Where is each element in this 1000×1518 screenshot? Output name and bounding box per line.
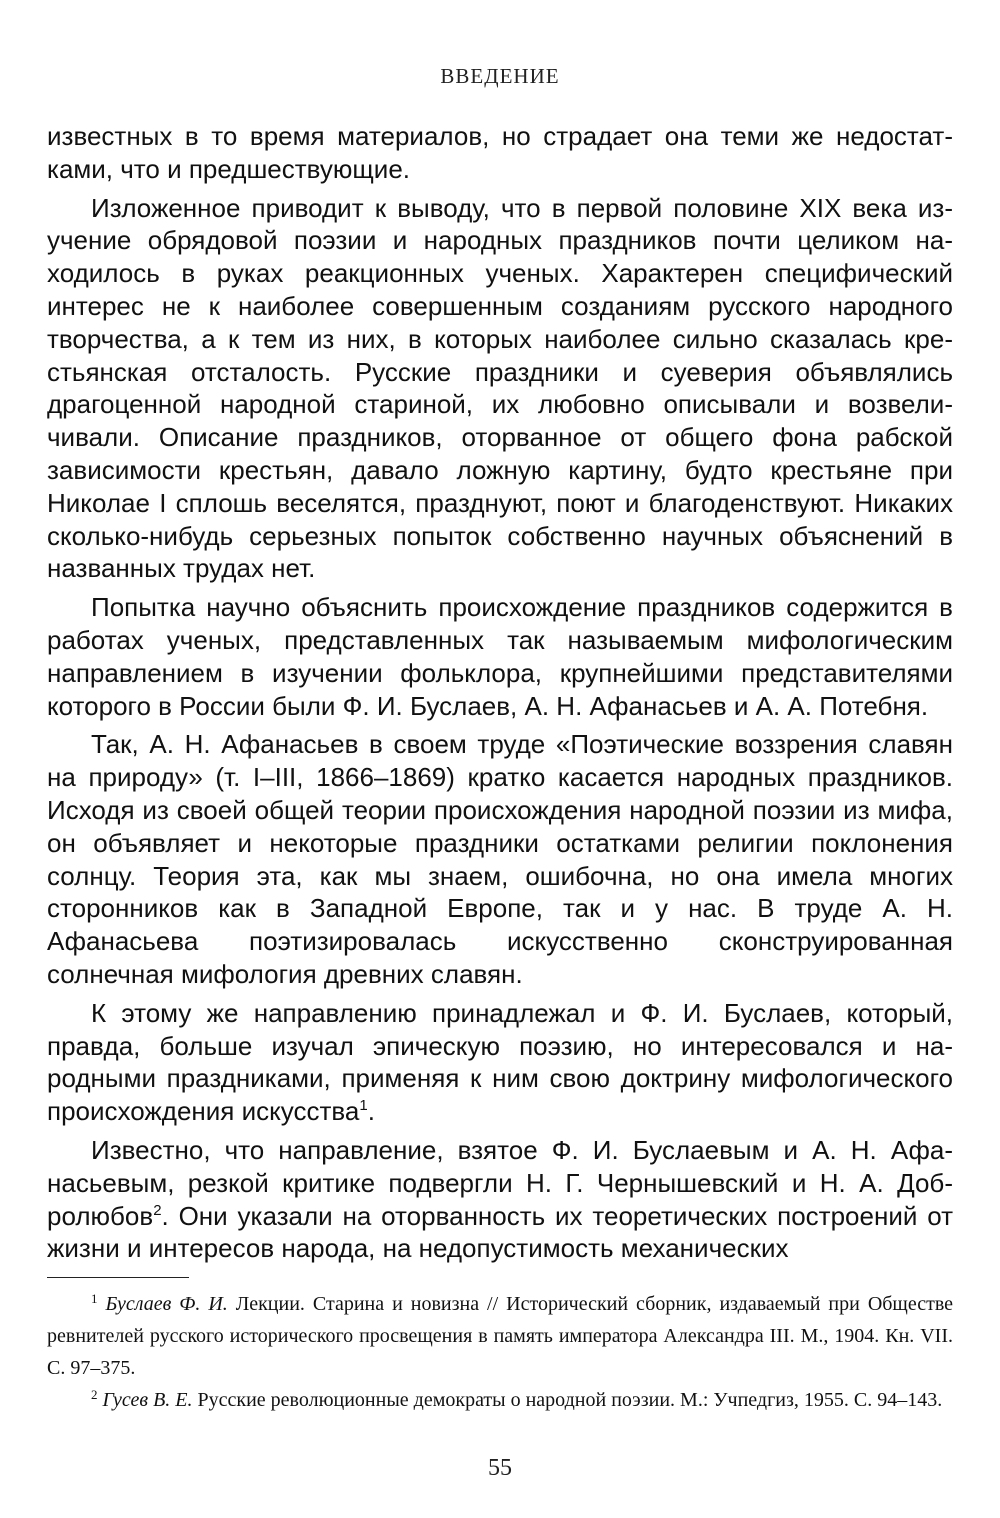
running-head: ВВЕДЕНИЕ <box>440 64 560 88</box>
paragraph-5-end: . <box>367 1096 375 1127</box>
page-number: 55 <box>488 1455 512 1481</box>
footnote-1-text: Лекции. Старина и новизна // Исторический сборник, издаваемый при Обществе ревнителей русского исторического просвещения в память императора Александра III. М., 1904. Кн. VII. С. 97–375. <box>47 1293 954 1379</box>
footnote-2-author: Гусев В. Е. <box>102 1389 193 1411</box>
footnote-ref-1: 1 <box>359 1097 368 1115</box>
paragraph-4: Так, А. Н. Афанасьев в своем труде «Поэтические воззрения славян на природу» (т. I–III, 1866–1869) кратко касается народных праздников. Исходя из своей общей теории происхождения народной поэзии из мифа, он объявляет и некоторые праздники остатками религии поклонения солнцу. Теория эта, как мы знаем, ошибочна, но она имела многих сторонников как в Западной Европе, так и у нас. В труде А. Н. Афанасьева поэтизировалась искусственно сконструированная солнечная мифология древних славян. <box>47 729 953 989</box>
footnote-ref-2: 2 <box>153 1201 162 1219</box>
paragraph-6-text: Известно, что направление, взятое Ф. И. Буслаевым и А. Н. Афанасьевым, резкой критике подвергли Н. Г. Чернышевский и Н. А. Добролюбов <box>47 1134 953 1231</box>
paragraph-2: Изложенное приводит к выводу, что в первой половине XIX века изучение обрядовой поэзии и народных праздников почти целиком находилось в руках реакционных ученых. Характерен специфический интерес не к наиболее совершенным созданиям русского народного творчества, а к тем из них, в которых наиболее сильно сказалась крестьянская отсталость. Русские праздники и суеверия объявлялись драгоценной народной стариной, их любовно описывали и возвеличивали. Описание праздников, оторванное от общего фона рабской зависимости крестьян, давало ложную картину, будто крестьяне при Николае I сплошь веселятся, празднуют, поют и благоденствуют. Никаких сколько-нибудь серьезных попыток собственно научных объяснений в названных трудах нет. <box>47 192 953 584</box>
paragraph-3: Попытка научно объяснить происхождение праздников содержится в работах ученых, представленных так называемым мифологическим направлением в изучении фольклора, крупнейшими представителями которого в России были Ф. И. Буслаев, А. Н. Афанасьев и А. А. Потебня. <box>47 592 953 721</box>
footnote-1-author: Буслаев Ф. И. <box>105 1293 228 1315</box>
footnote-1-number: 1 <box>91 1291 98 1306</box>
paragraph-1: известных в то время материалов, но страдает она теми же недостатками, что и предшествующие. <box>47 121 953 184</box>
footnote-1 <box>47 1288 953 1384</box>
paragraph-6 <box>47 1134 953 1265</box>
book-page <box>47 0 953 1518</box>
footnote-divider <box>47 1277 189 1278</box>
paragraph-5 <box>47 997 953 1128</box>
footnote-2-text: Русские революционные демократы о народной поэзии. М.: Учпедгиз, 1955. С. 94–143. <box>197 1389 943 1411</box>
footnotes <box>47 1288 953 1416</box>
paragraph-5-text: К этому же направлению принадлежал и Ф. И. Буслаев, который, правда, больше изучал эпическую поэзию, но интересовался и народными праздниками, применяя к ним свою доктрину мифологического происхождения искусства <box>47 997 953 1127</box>
footnote-2 <box>47 1384 953 1416</box>
main-text <box>47 120 953 1271</box>
footnote-2-number: 2 <box>91 1387 98 1402</box>
paragraph-6-tail: . Они указали на оторванность их теоретических построений от жизни и интересов народа, на недопустимость механических <box>47 1200 953 1264</box>
